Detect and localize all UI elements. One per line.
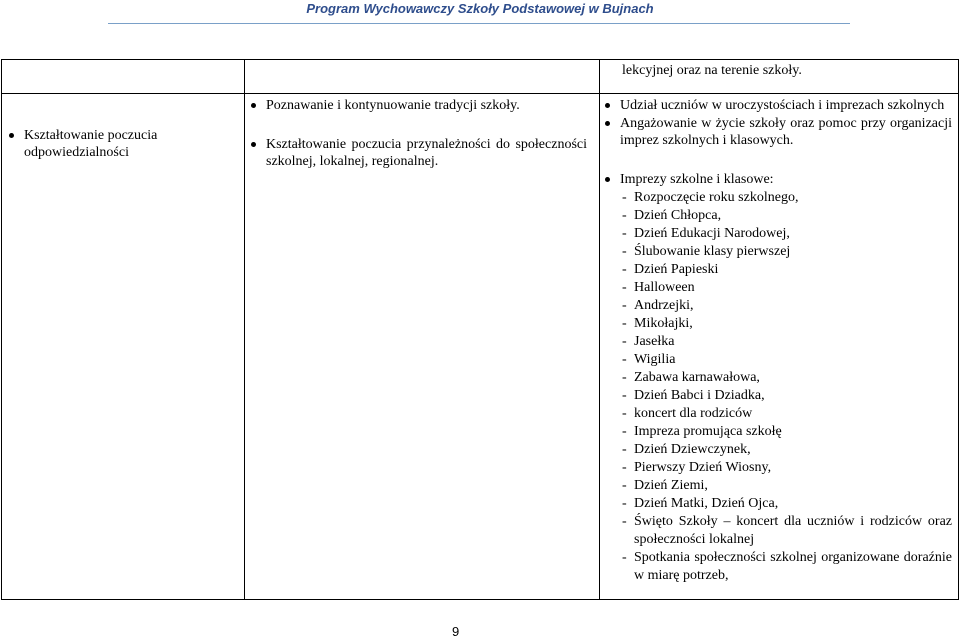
area-item (6, 127, 240, 161)
program-table (1, 59, 959, 600)
list-item: - Halloween (622, 280, 695, 295)
list-item: - Spotkania społeczności szkolnej organizowane doraźnie w miarę potrzeb, (622, 550, 952, 583)
document-header: Program Wychowawczy Szkoły Podstawowej w Bujnach (306, 1, 654, 16)
list-item: - Dzień Matki, Dzień Ojca, (622, 496, 779, 511)
table-row-main (2, 94, 959, 600)
activity-text: Udział uczniów w uroczystościach i imprezach szkolnych (620, 98, 945, 113)
list-item: - Wigilia (622, 352, 676, 367)
table-row-continuation (2, 60, 959, 94)
table-cell-activities (600, 94, 959, 600)
list-item: - Dzień Ziemi, (622, 478, 708, 493)
list-item: - koncert dla rodziców (622, 406, 753, 421)
list-item: - Dzień Edukacji Narodowej, (622, 226, 790, 241)
table-cell-empty (2, 60, 245, 94)
list-item: - Mikołajki, (622, 316, 693, 331)
table-cell-empty (245, 60, 600, 94)
activity-item (602, 115, 952, 149)
events-heading: Imprezy szkolne i klasowe: (620, 172, 774, 187)
events-block (602, 171, 952, 585)
list-item: - Święto Szkoły – koncert dla uczniów i rodziców oraz społeczności lokalnej (622, 514, 952, 547)
page-number: 9 (452, 624, 460, 639)
area-text: Kształtowanie poczucia odpowiedzialności (24, 127, 158, 160)
list-item: - Andrzejki, (622, 298, 694, 313)
task-item (248, 97, 587, 114)
list-item: - Ślubowanie klasy pierwszej (622, 244, 791, 259)
list-item: - Zabawa karnawałowa, (622, 370, 760, 385)
activity-continuation-text: lekcyjnej oraz na terenie szkoły. (622, 63, 802, 78)
events-list (620, 189, 952, 585)
list-item: - Rozpoczęcie roku szkolnego, (622, 190, 799, 205)
table-cell-tasks (245, 94, 600, 600)
table-cell-area (2, 94, 245, 600)
table-cell-activity-continuation (600, 60, 959, 94)
activity-text: Angażowanie w życie szkoły oraz pomoc przy organizacji imprez szkolnych i klasowych. (620, 116, 952, 148)
task-item (248, 136, 587, 170)
list-item: - Dzień Papieski (622, 262, 719, 277)
list-item: - Jasełka (622, 334, 675, 349)
list-item: - Impreza promująca szkołę (622, 424, 782, 439)
activity-item (602, 97, 952, 114)
task-text: Kształtowanie poczucia przynależności do społeczności szkolnej, lokalnej, regionalnej. (266, 137, 587, 169)
list-item: - Dzień Chłopca, (622, 208, 722, 223)
header-rule (108, 23, 850, 24)
list-item: - Dzień Babci i Dziadka, (622, 388, 765, 403)
task-text: Poznawanie i kontynuowanie tradycji szkoły. (266, 98, 520, 113)
list-item: - Pierwszy Dzień Wiosny, (622, 460, 772, 475)
list-item: - Dzień Dziewczynek, (622, 442, 751, 457)
